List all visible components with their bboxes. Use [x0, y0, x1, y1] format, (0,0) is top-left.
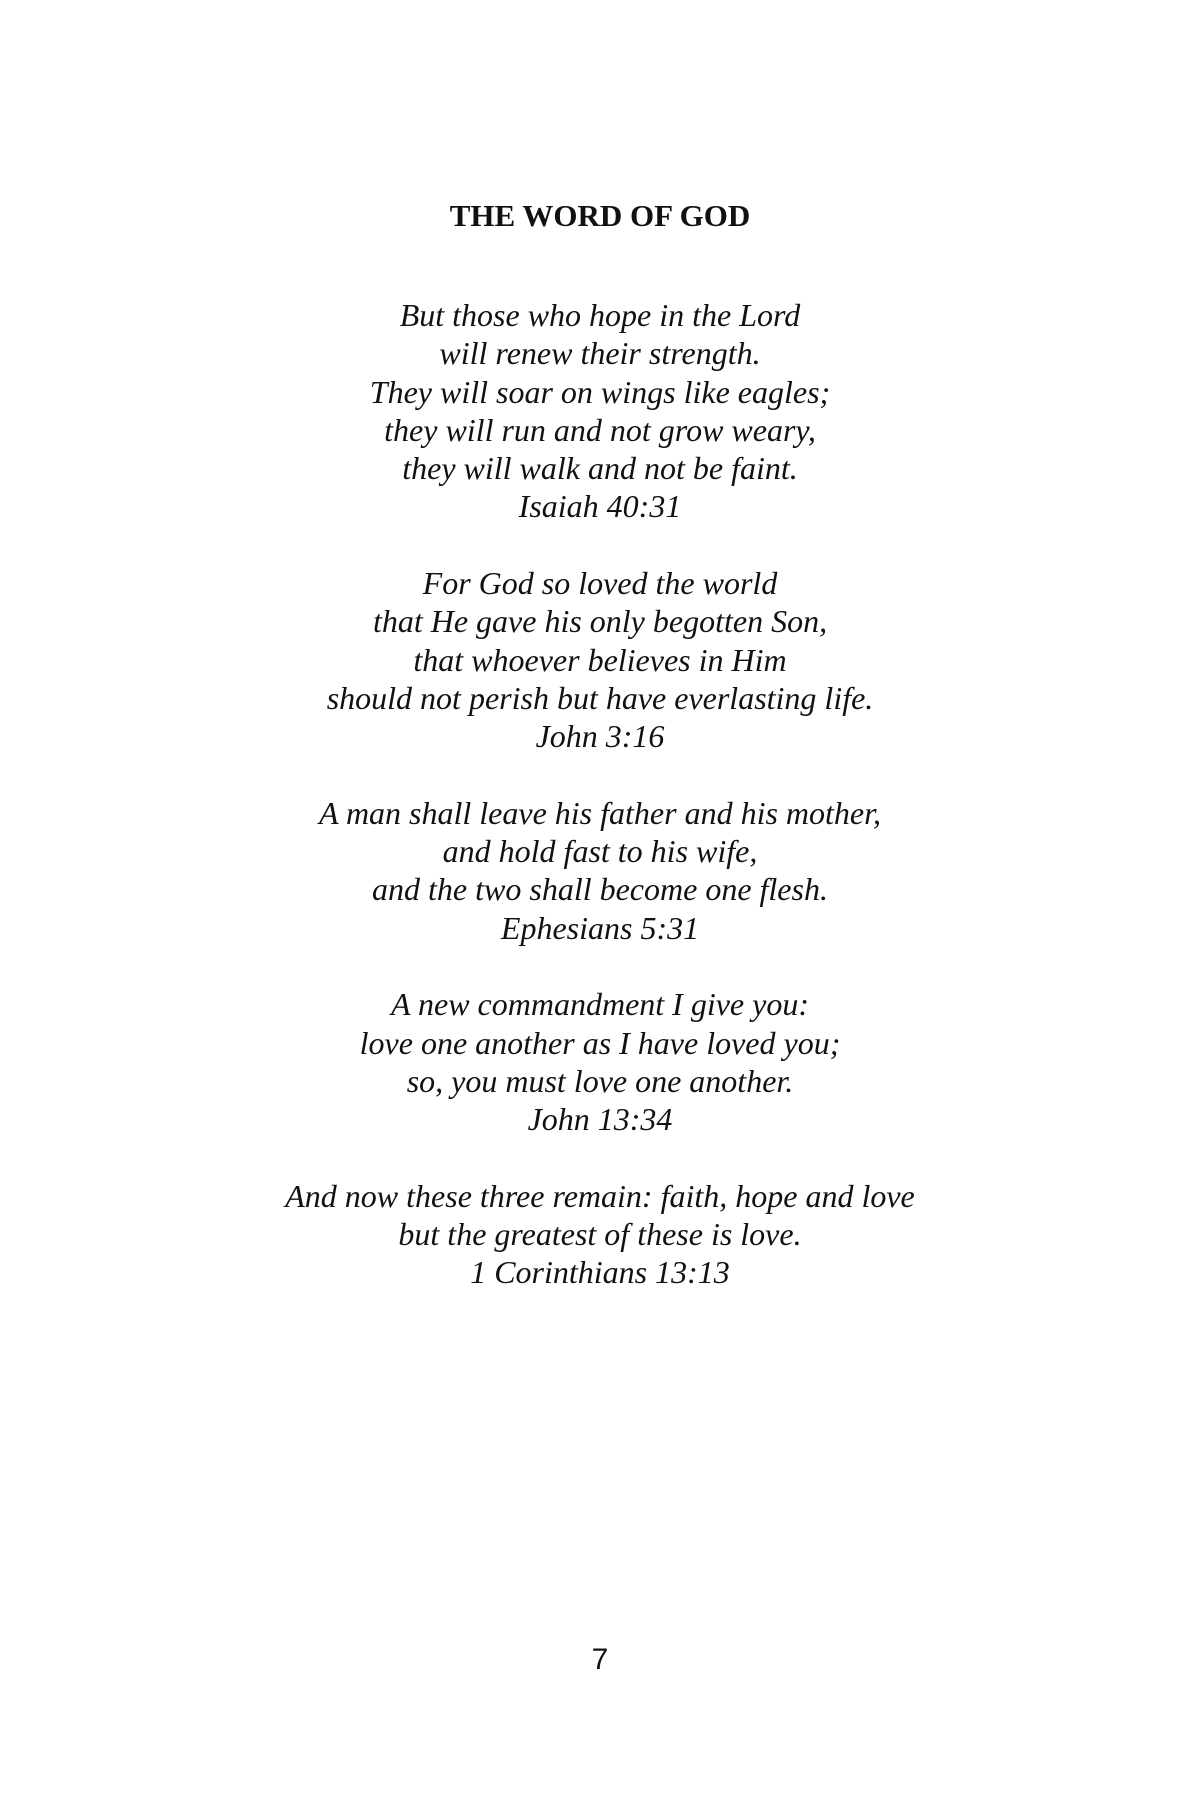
verse-reference: John 13:34: [527, 1101, 673, 1138]
verse-line: love one another as I have loved you;: [359, 1024, 841, 1061]
verse-line: They will soar on wings like eagles;: [369, 373, 831, 410]
verse-block: [0, 1177, 1200, 1292]
verse-block: [0, 296, 1200, 526]
verse-line: that whoever believes in Him: [413, 641, 787, 678]
verse-line: But those who hope in the Lord: [399, 297, 801, 333]
verse-block: [0, 564, 1200, 755]
verse-line: And now these three remain: faith, hope and love: [285, 1177, 915, 1214]
verse-line: should not perish but have everlasting life.: [326, 679, 874, 716]
verse-reference: 1 Corinthians 13:13: [470, 1254, 730, 1291]
verse-line: A new commandment I give you:: [391, 986, 809, 1023]
verse-block: [0, 794, 1200, 947]
verse-reference: Ephesians 5:31: [500, 909, 700, 946]
verse-reference: Isaiah 40:31: [518, 488, 682, 525]
verse-line: so, you must love one another.: [406, 1062, 794, 1099]
verse-line: and the two shall become one flesh.: [372, 871, 828, 908]
verse-line: will renew their strength.: [439, 335, 761, 372]
verse-line: they will run and not grow weary,: [384, 411, 816, 448]
verse-line: that He gave his only begotten Son,: [372, 603, 828, 640]
verse-line: but the greatest of these is love.: [398, 1216, 802, 1253]
verse-reference: John 3:16: [535, 718, 665, 755]
verse-line: For God so loved the world: [422, 565, 778, 602]
page-title: THE WORD OF GOD: [449, 198, 751, 233]
verse-line: they will walk and not be faint.: [402, 450, 798, 487]
verse-block: [0, 985, 1200, 1138]
verse-line: A man shall leave his father and his mother,: [318, 794, 882, 831]
verse-list: [0, 296, 1200, 1330]
page-number: 7: [591, 1643, 609, 1676]
verse-line: and hold fast to his wife,: [442, 833, 758, 870]
